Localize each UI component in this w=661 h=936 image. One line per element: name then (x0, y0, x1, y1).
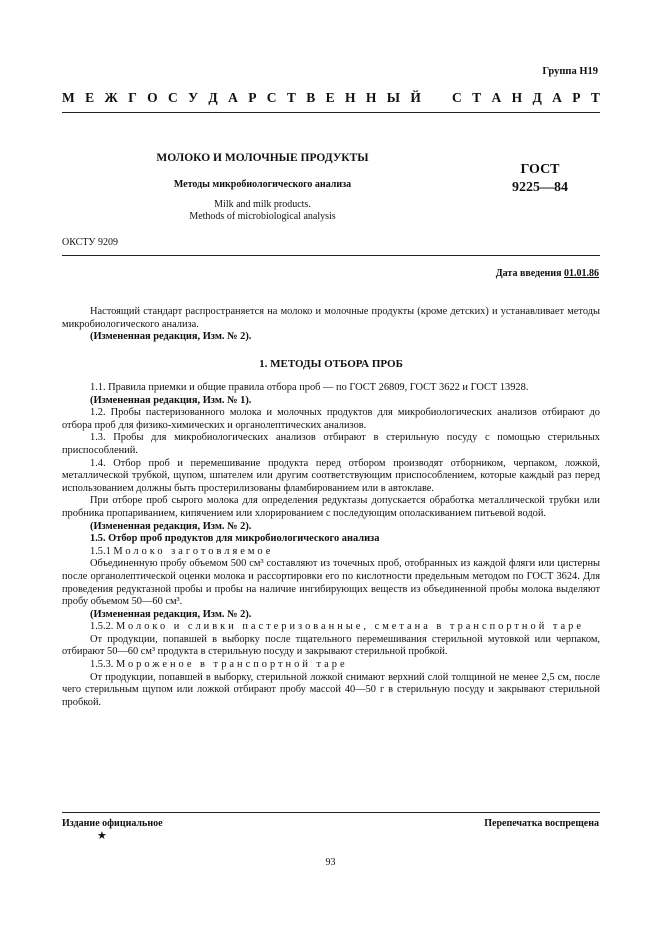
banner-letter: В (306, 90, 316, 105)
banner-letter: С (168, 90, 178, 105)
clause-number: 1.5.3. (90, 659, 114, 671)
edit-note: (Измененная редакция, Изм. № 2). (90, 331, 252, 343)
banner-letter: А (491, 90, 502, 105)
paragraph-1-5-1: Объединенную пробу объемом 500 см³ составляют из точечных проб, отобранных из каждой фляги или цистерны после органолептической оценки молока и рассортировки его по кислотности предельным методом по ГОСТ 3624. Для проведения редуктазной пробы и пробы на наличие ингибирующих веществ из объединенной пробы молока выделяют пробу объемом 50—60 см³. (62, 558, 600, 608)
gost-label: ГОСТ (520, 162, 560, 177)
subsection-heading-1-5: 1.5. Отбор проб продуктов для микробиологического анализа (90, 533, 380, 545)
banner-letter: А (552, 90, 562, 105)
effective-date (496, 268, 599, 279)
clause-title: Молоко и сливки пастеризованные, сметана в транспортной таре (116, 621, 584, 633)
clause-number: 1.5.2. (90, 621, 114, 633)
english-title: Milk and milk products. (214, 199, 311, 210)
subsection-heading-1-5-2 (62, 621, 600, 634)
group-label: Группа Н19 (542, 66, 598, 77)
banner-letter: Г (128, 90, 137, 105)
subsection-heading-1-5-1 (62, 546, 600, 559)
banner-letter: У (188, 90, 199, 105)
paragraph-1-5-3: От продукции, попавшей в выборку, стерильной ложкой снимают верхний слой толщиной не менее 2,5 см, после чего стерильным щупом или ложкой отбирают пробу массой 40—50 г в стерильную посуду и закрывают стерильной пробкой. (62, 671, 600, 708)
date-value: 01.01.86 (564, 268, 599, 279)
banner-letter: Н (511, 90, 523, 105)
banner-letter: Н (345, 90, 356, 105)
banner-letter: Д (532, 90, 542, 105)
banner-letter: Т (590, 90, 600, 105)
banner-letter: О (147, 90, 158, 105)
paragraph-1-2: 1.2. Пробы пастеризованного молока и молочных продуктов для микробиологических анализов отбирают до отбора проб для физико-химических и органолептических анализов. (62, 407, 600, 431)
paragraph-1-1: 1.1. Правила приемки и общие правила отбора проб — по ГОСТ 26809, ГОСТ 3622 и ГОСТ 13928. (90, 382, 529, 393)
document-title: МОЛОКО И МОЛОЧНЫЕ ПРОДУКТЫ (156, 152, 369, 164)
banner-letter: С (266, 90, 277, 105)
edit-note: (Измененная редакция, Изм. № 2). (90, 520, 252, 532)
banner-letter: Т (472, 90, 482, 105)
section-body (62, 382, 600, 709)
banner-letter: Р (572, 90, 581, 105)
edit-note: (Измененная редакция, Изм. № 1). (90, 394, 252, 406)
date-label: Дата введения (495, 268, 562, 279)
section-heading: 1. МЕТОДЫ ОТБОРА ПРОБ (259, 358, 403, 370)
document-subtitle: Методы микробиологического анализа (173, 179, 352, 190)
gost-number (490, 161, 590, 197)
clause-title: Мороженое в транспортной таре (116, 659, 348, 671)
paragraph-1-5-2: От продукции, попавшей в выборку после тщательного перемешивания стерильной мутовкой или черпаком, отбирают 50—60 см³ продукта в стерильную посуду и закрывают стерильной пробкой. (62, 633, 600, 658)
gost-code: 9225—84 (512, 180, 568, 195)
paragraph-1-4-note: При отборе проб сырого молока для определения редуктазы допускается обработка металлической трубки или пробника пропариванием, кипячением или хлорированием с последующим ополаскиванием питьевой водой. (62, 495, 600, 519)
banner-letter: Н (365, 90, 377, 105)
paragraph-1-3: 1.3. Пробы для микробиологических анализов отбирают в стерильную посуду с помощью стерильных приспособлений. (62, 432, 600, 456)
banner-letter: Т (286, 90, 296, 105)
star-icon: ★ (97, 830, 107, 842)
page-number: 93 (325, 857, 336, 868)
intro-block (62, 306, 600, 344)
banner-letter: Й (410, 90, 421, 105)
header-rule (62, 112, 600, 113)
reprint-prohibited-label: Перепечатка воспрещена (484, 818, 599, 829)
english-subtitle: Methods of microbiological analysis (189, 211, 336, 222)
paragraph-1-4: 1.4. Отбор проб и перемешивание продукта перед отбором производят отборником, черпаком, ложкой, металлической трубкой, щупом, шпателем или другим соответствующим приспособлением, которые каждый раз перед использованием должны быть простерилизованы фламбированием или в автоклаве. (62, 457, 600, 494)
banner-letter: Р (248, 90, 257, 105)
clause-number: 1.5.1 (90, 545, 111, 557)
intro-paragraph: Настоящий стандарт распространяется на молоко и молочные продукты (кроме детских) и устанавливает методы микробиологического анализа. (62, 306, 600, 330)
subsection-heading-1-5-3 (62, 659, 600, 672)
banner-letter: М (62, 90, 75, 105)
okstu-code: ОКСТУ 9209 (62, 237, 119, 248)
banner-letter: Ж (104, 90, 118, 105)
edit-note: (Измененная редакция, Изм. № 2). (90, 608, 252, 620)
title-rule (62, 255, 600, 256)
banner-letter: Д (208, 90, 218, 105)
interstate-standard-banner (62, 90, 600, 106)
banner-letter: Е (325, 90, 335, 105)
banner-letter: Ы (386, 90, 401, 105)
banner-letter: А (228, 90, 238, 105)
banner-letter: Е (85, 90, 95, 105)
banner-letter: С (452, 90, 462, 105)
footer-rule (62, 812, 600, 813)
clause-title: Молоко заготовляемое (113, 545, 274, 557)
official-edition-label: Издание официальное (62, 818, 163, 829)
